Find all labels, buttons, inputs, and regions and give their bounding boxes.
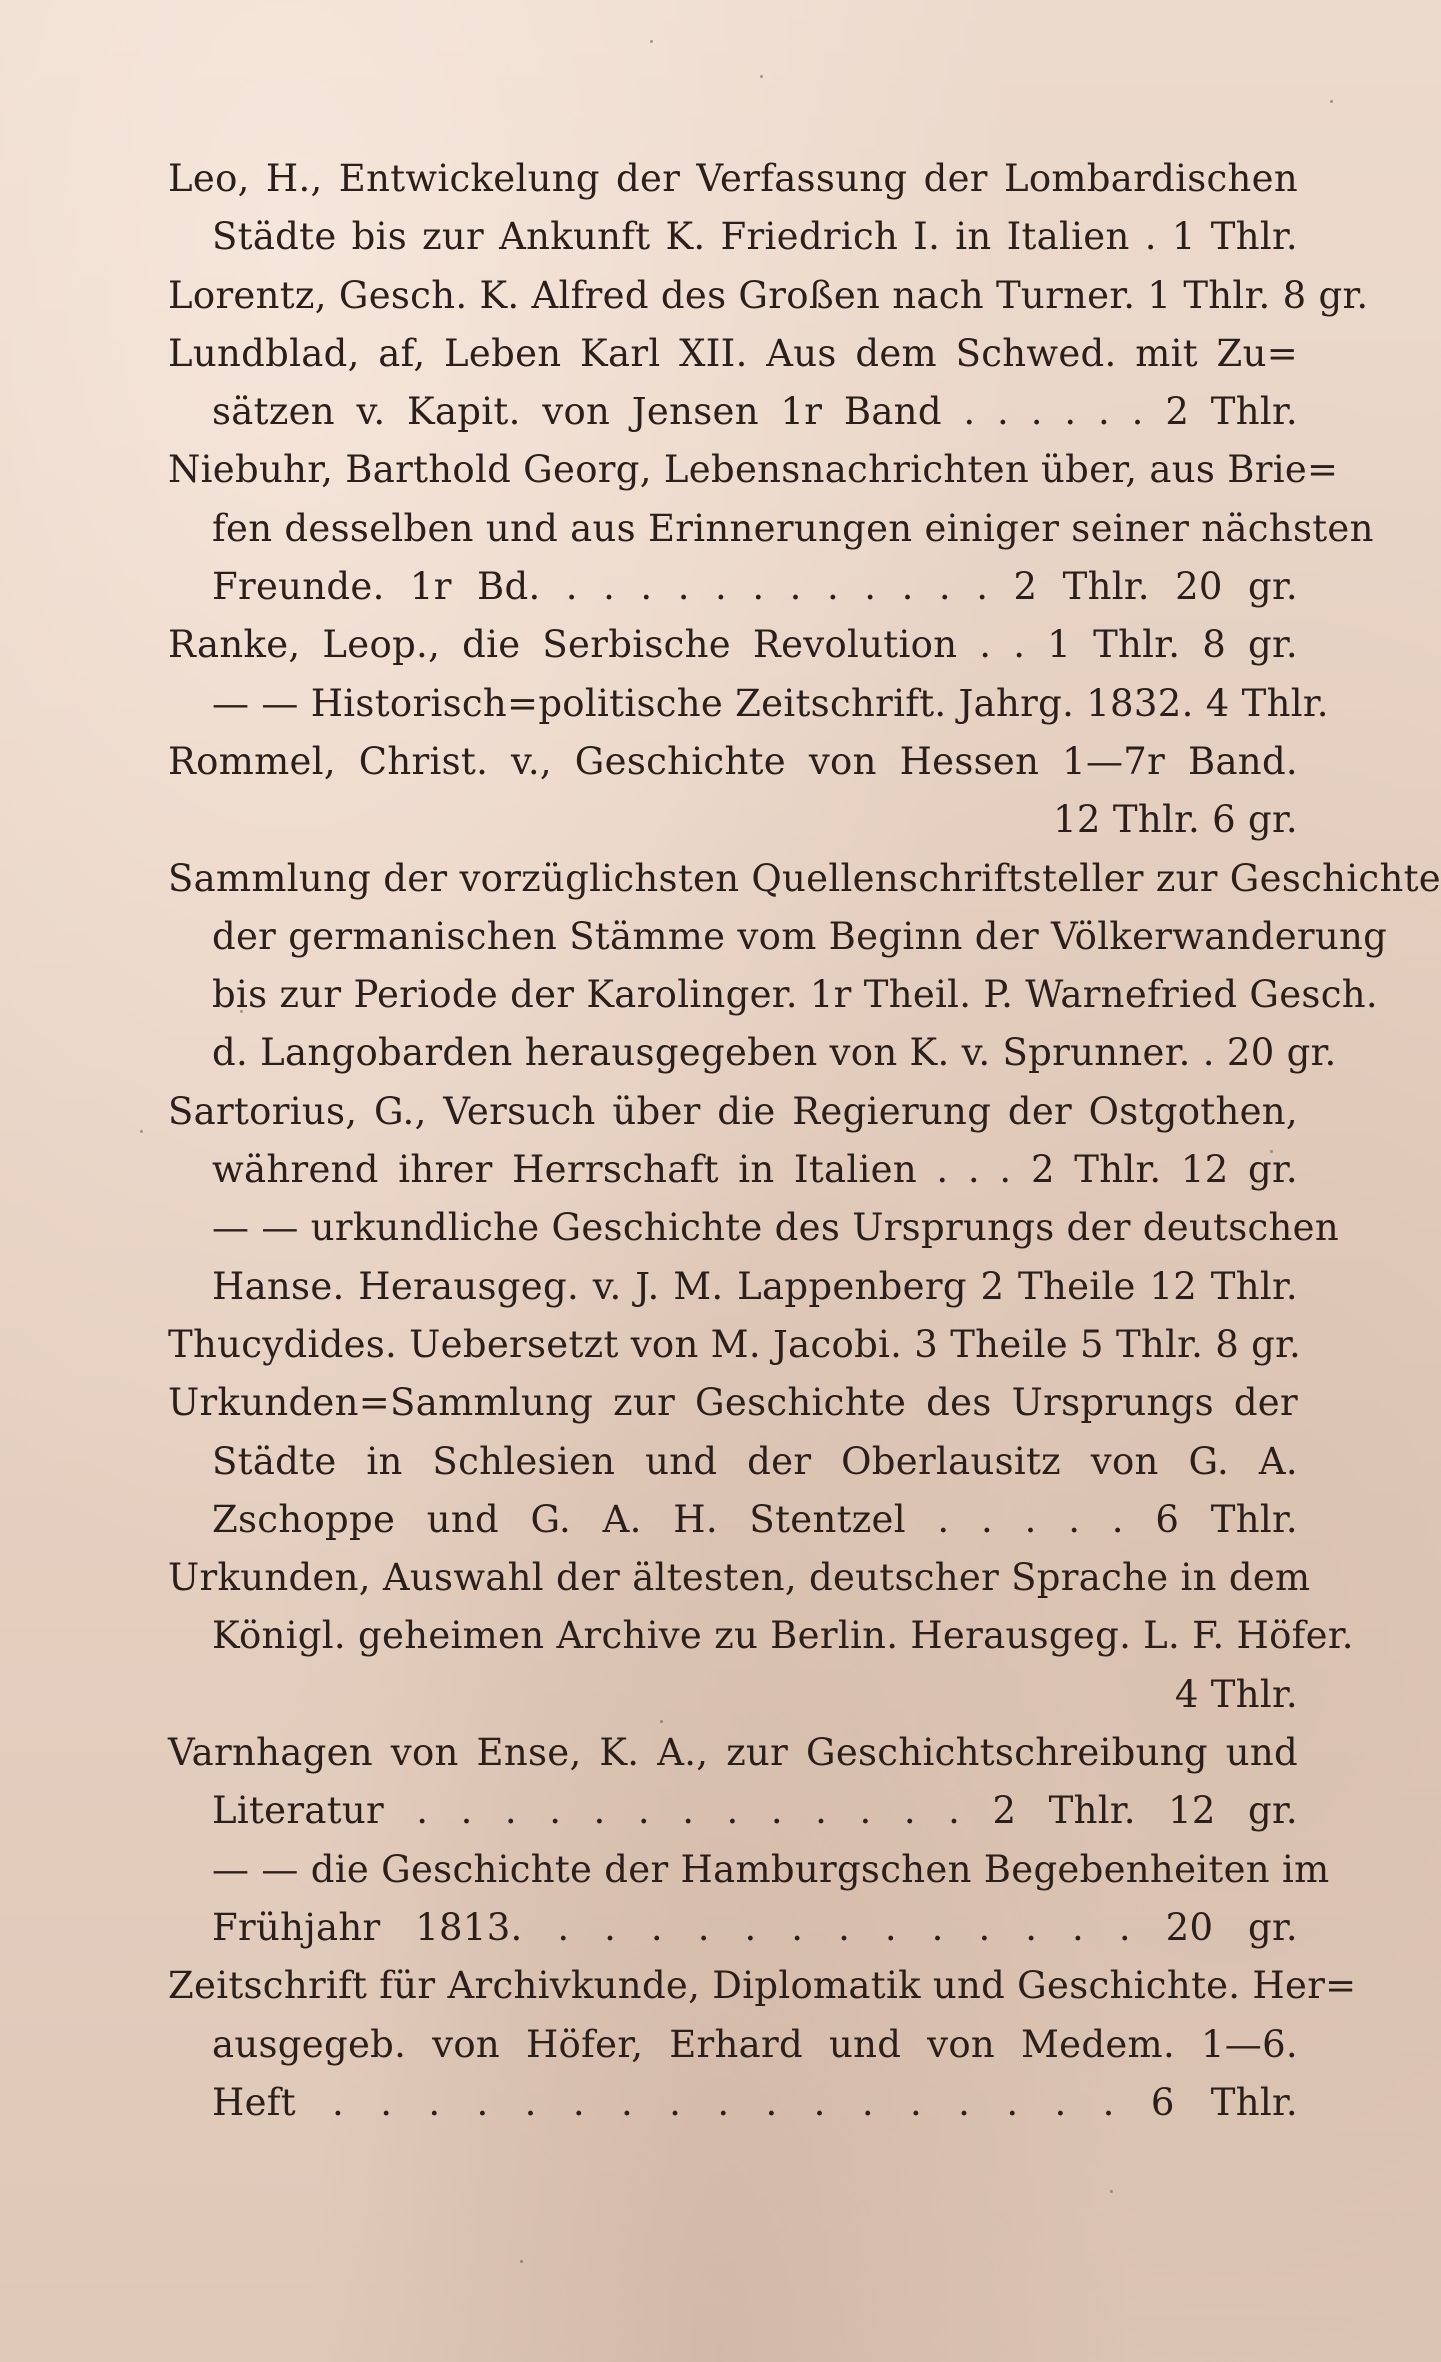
entry-line: Zschoppe und G. A. H. Stentzel . . . . . 6 Thlr.	[212, 1497, 1298, 1541]
catalog-entry-leo	[168, 150, 1298, 267]
entry-line: fen desselben und aus Erinnerungen einiger seiner nächsten	[212, 506, 1374, 550]
paper-speck	[240, 1010, 243, 1013]
paper-speck	[1110, 2190, 1113, 2193]
entry-line: Lundblad, af, Leben Karl XII. Aus dem Schwed. mit Zu=	[168, 331, 1298, 375]
entry-line: Varnhagen von Ense, K. A., zur Geschichtschreibung und	[168, 1731, 1298, 1775]
entry-line: Städte bis zur Ankunft K. Friedrich I. in Italien . 1 Thlr.	[212, 215, 1298, 259]
catalog-entry-ranke-zeitschrift	[168, 675, 1329, 733]
entry-line: Literatur . . . . . . . . . . . . . 2 Thlr. 12 gr.	[212, 1789, 1298, 1833]
entry-line: der germanischen Stämme vom Beginn der Völkerwanderung	[212, 914, 1388, 958]
catalog-entry-sammlung	[168, 850, 1441, 1083]
entry-line: Sartorius, G., Versuch über die Regierung der Ostgothen,	[168, 1089, 1298, 1133]
entry-line: Lorentz, Gesch. K. Alfred des Großen nach Turner. 1 Thlr. 8 gr.	[168, 273, 1369, 317]
entry-price-line: 4 Thlr.	[1174, 1672, 1298, 1716]
entry-line: Freunde. 1r Bd. . . . . . . . . . . . . 2 Thlr. 20 gr.	[212, 565, 1298, 609]
entry-line: d. Langobarden herausgegeben von K. v. Sprunner. . 20 gr.	[212, 1031, 1337, 1075]
entry-line: Heft . . . . . . . . . . . . . . . . . 6 Thlr.	[212, 2080, 1298, 2124]
entry-line: während ihrer Herrschaft in Italien . . . 2 Thlr. 12 gr.	[212, 1148, 1298, 1192]
catalog-entry-lundblad	[168, 325, 1298, 442]
entry-line: Königl. geheimen Archive zu Berlin. Herausgeg. L. F. Höfer.	[212, 1614, 1354, 1658]
entry-price-line: 12 Thlr. 6 gr.	[1053, 798, 1298, 842]
entry-line: Leo, H., Entwickelung der Verfassung der Lombardischen	[168, 157, 1298, 200]
entry-line: Hanse. Herausgeg. v. J. M. Lappenberg 2 Theile 12 Thlr.	[212, 1264, 1298, 1308]
catalog-entry-sartorius-hanse	[168, 1199, 1340, 1316]
catalog-entry-rommel	[168, 733, 1298, 850]
entry-line: Frühjahr 1813. . . . . . . . . . . . . . 20 gr.	[212, 1905, 1298, 1949]
paper-speck	[660, 1720, 663, 1723]
catalog-entry-lorentz	[168, 267, 1369, 325]
entry-line: Urkunden=Sammlung zur Geschichte des Ursprungs der	[168, 1381, 1298, 1425]
entry-line: Sammlung der vorzüglichsten Quellenschriftsteller zur Geschichte	[168, 856, 1441, 900]
catalog-entry-thucydides	[168, 1316, 1302, 1374]
paper-speck	[140, 1130, 143, 1133]
entry-line: Niebuhr, Barthold Georg, Lebensnachrichten über, aus Brie=	[168, 448, 1339, 492]
catalog-entry-varnhagen-hamburg	[168, 1841, 1330, 1958]
paper-speck	[760, 75, 763, 78]
catalog-entry-sartorius	[168, 1083, 1298, 1200]
paper-speck	[520, 2260, 523, 2263]
catalog-list	[168, 150, 1441, 2132]
catalog-entry-varnhagen	[168, 1724, 1298, 1841]
entry-line: Rommel, Christ. v., Geschichte von Hessen 1—7r Band.	[168, 739, 1298, 783]
entry-line: Zeitschrift für Archivkunde, Diplomatik und Geschichte. Her=	[168, 1964, 1357, 2008]
paper-speck	[1270, 1150, 1273, 1153]
catalog-entry-ranke	[168, 616, 1298, 674]
entry-line: sätzen v. Kapit. von Jensen 1r Band . . . . . . 2 Thlr.	[212, 390, 1298, 434]
entry-line: ausgegeb. von Höfer, Erhard und von Medem. 1—6.	[212, 2022, 1298, 2066]
entry-line: Thucydides. Uebersetzt von M. Jacobi. 3 Theile 5 Thlr. 8 gr.	[168, 1322, 1302, 1366]
entry-line: — — urkundliche Geschichte des Ursprungs der deutschen	[212, 1206, 1340, 1250]
entry-line: Städte in Schlesien und der Oberlausitz von G. A.	[212, 1439, 1298, 1483]
catalog-entry-urkunden-sammlung	[168, 1374, 1298, 1549]
catalog-entry-niebuhr	[168, 441, 1374, 616]
paper-speck	[1330, 100, 1333, 103]
entry-line: — — Historisch=politische Zeitschrift. Jahrg. 1832. 4 Thlr.	[212, 681, 1329, 725]
entry-line: Ranke, Leop., die Serbische Revolution . . 1 Thlr. 8 gr.	[168, 623, 1298, 667]
entry-line: bis zur Periode der Karolinger. 1r Theil. P. Warnefried Gesch.	[212, 973, 1378, 1017]
catalog-entry-zeitschrift	[168, 1957, 1357, 2132]
paper-speck	[650, 40, 653, 43]
catalog-entry-urkunden-auswahl	[168, 1549, 1354, 1724]
entry-line: — — die Geschichte der Hamburgschen Begebenheiten im	[212, 1847, 1330, 1891]
entry-line: Urkunden, Auswahl der ältesten, deutscher Sprache in dem	[168, 1556, 1311, 1600]
